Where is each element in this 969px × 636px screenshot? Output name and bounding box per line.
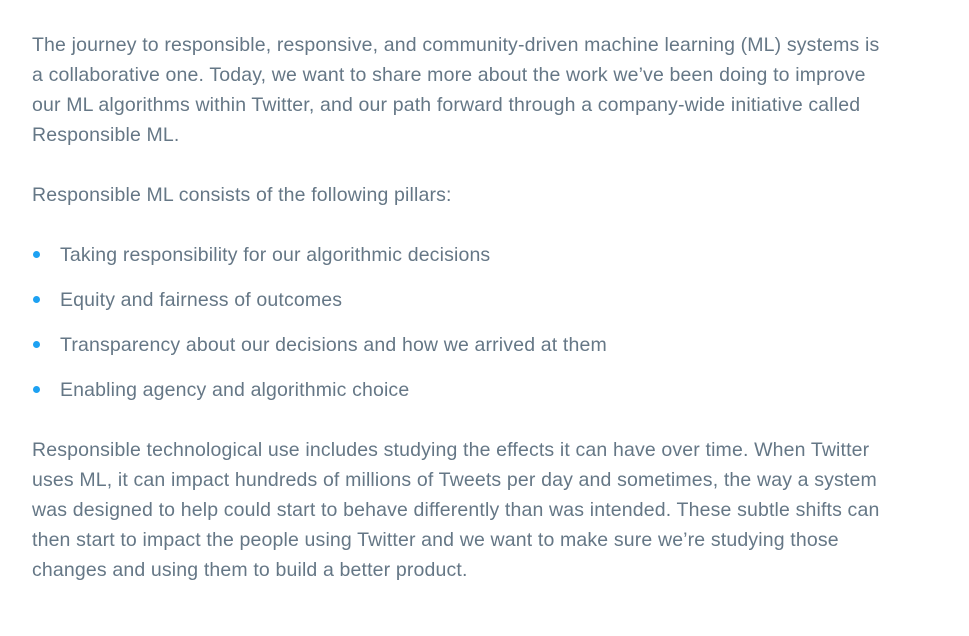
bullet-dot-icon bbox=[33, 341, 40, 348]
pillars-list bbox=[32, 240, 892, 405]
bullet-dot-icon bbox=[33, 386, 40, 393]
intro-paragraph: The journey to responsible, responsive, and community-driven machine learning (ML) systems is a collaborative one. Today, we want to share more about the work we’ve been doing to improve our ML algorithms within Twitter, and our path forward through a company-wide initiative called Responsible ML. bbox=[32, 34, 880, 146]
pillar-text: Taking responsibility for our algorithmic decisions bbox=[60, 244, 491, 266]
pillar-text: Transparency about our decisions and how we arrived at them bbox=[60, 334, 607, 356]
list-item bbox=[32, 330, 892, 360]
list-item bbox=[32, 240, 892, 270]
bullet-dot-icon bbox=[33, 296, 40, 303]
bullet-dot-icon bbox=[33, 251, 40, 258]
list-item bbox=[32, 285, 892, 315]
closing-paragraph: Responsible technological use includes studying the effects it can have over time. When Twitter uses ML, it can impact hundreds of millions of Tweets per day and sometimes, the way a system was designed to help could start to behave differently than was intended. These subtle shifts can then start to impact the people using Twitter and we want to make sure we’re studying those changes and using them to build a better product. bbox=[32, 439, 880, 581]
pillar-text: Enabling agency and algorithmic choice bbox=[60, 379, 410, 401]
pillars-heading: Responsible ML consists of the following pillars: bbox=[32, 184, 452, 206]
pillar-text: Equity and fairness of outcomes bbox=[60, 289, 343, 311]
article-body bbox=[32, 30, 892, 585]
list-item bbox=[32, 375, 892, 405]
